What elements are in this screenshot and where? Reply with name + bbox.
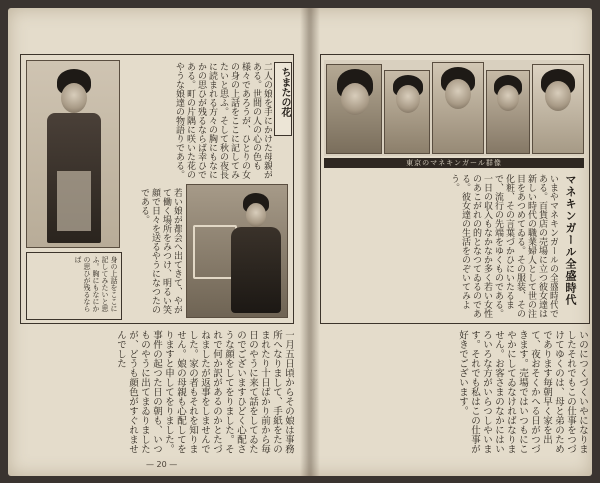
page-number: — 20 — bbox=[146, 460, 178, 469]
article-heading: マネキンガール全盛時代 bbox=[564, 174, 577, 306]
kimono-woman-photo bbox=[26, 60, 120, 248]
left-caption-box bbox=[26, 252, 122, 320]
portrait-4 bbox=[486, 70, 530, 154]
left-middle-text: 若い娘が都会へ出てきて、やがて働く場所をみつけ、明るい笑顔で日々を送るやうになつたのである。 bbox=[139, 188, 182, 314]
right-lower-columns: いのにつくづくいやになりましたそれでもこの仕事をつづけてゆくのは、母と弟のためであります毎朝早く家を出て、夜おそくかへる日がつづきます。売場ではいつもにこやかにしてゐなければなりません。お客さまのなかにはいろいろな方がいらつしやいます。それでも私はこの仕事が好きでございます。 bbox=[457, 330, 588, 454]
group-photo-caption: 東京のマネキンガール群像 bbox=[324, 158, 584, 168]
left-page bbox=[8, 8, 304, 476]
seated-woman-photo bbox=[186, 184, 288, 318]
left-upper-text: 二人の娘を手にかけた母親がある。世間の人の心の色も様々であろうが、ひとりの女の身の上話をここに記してみたいと思ふ。そして秋の夜長に読まれる方々の胸にもなにかの思ひが残るならば幸ひである。町の片隅に咲いた花のやうな娘達の物語りである。 bbox=[174, 62, 272, 179]
right-upper-text: いまやマネキンガールの全盛時代である。百貨店の売場に立つ彼女達は新しい時代の職業婦人として世の注目をあつめてゐる。その服装、その化粧、その言葉づかひにいたるまで、流行の先端をゆくものである。一日の収入もなかなか多く若い女性のあこがれの的となつてゐるのである。彼女達の生活をのぞいてみよう。 bbox=[449, 174, 558, 318]
portrait-3 bbox=[432, 62, 484, 154]
section-title-box bbox=[274, 62, 292, 136]
left-lower-columns: 一月五日頃からその娘は事務所へなりまして、手紙をたのまれたり十日ばかり前から毎日のやうに来て話をしてゐたのでございますひどく心配さうな顔をしてをりました。それで何か訳があるのかとたづねましたが返事をしませんでした。家の者もそれを知りません。娘の母親も心配してをりますと申してをりました。事件の起つた日の朝も、いつものやうに出てまゐりましたが、どうも顔色がすぐれませんでした bbox=[115, 330, 294, 454]
magazine-spread bbox=[8, 8, 592, 476]
portrait-2 bbox=[384, 70, 430, 154]
left-caption-text: 身の上話をここに記してみたいと思ふ。胸にもなにかの思ひが残るならば bbox=[74, 256, 118, 312]
group-photo bbox=[324, 60, 584, 156]
right-page bbox=[316, 8, 592, 476]
portrait-1 bbox=[326, 64, 382, 154]
section-title: ちまたの花 bbox=[279, 67, 290, 117]
portrait-5 bbox=[532, 64, 584, 154]
